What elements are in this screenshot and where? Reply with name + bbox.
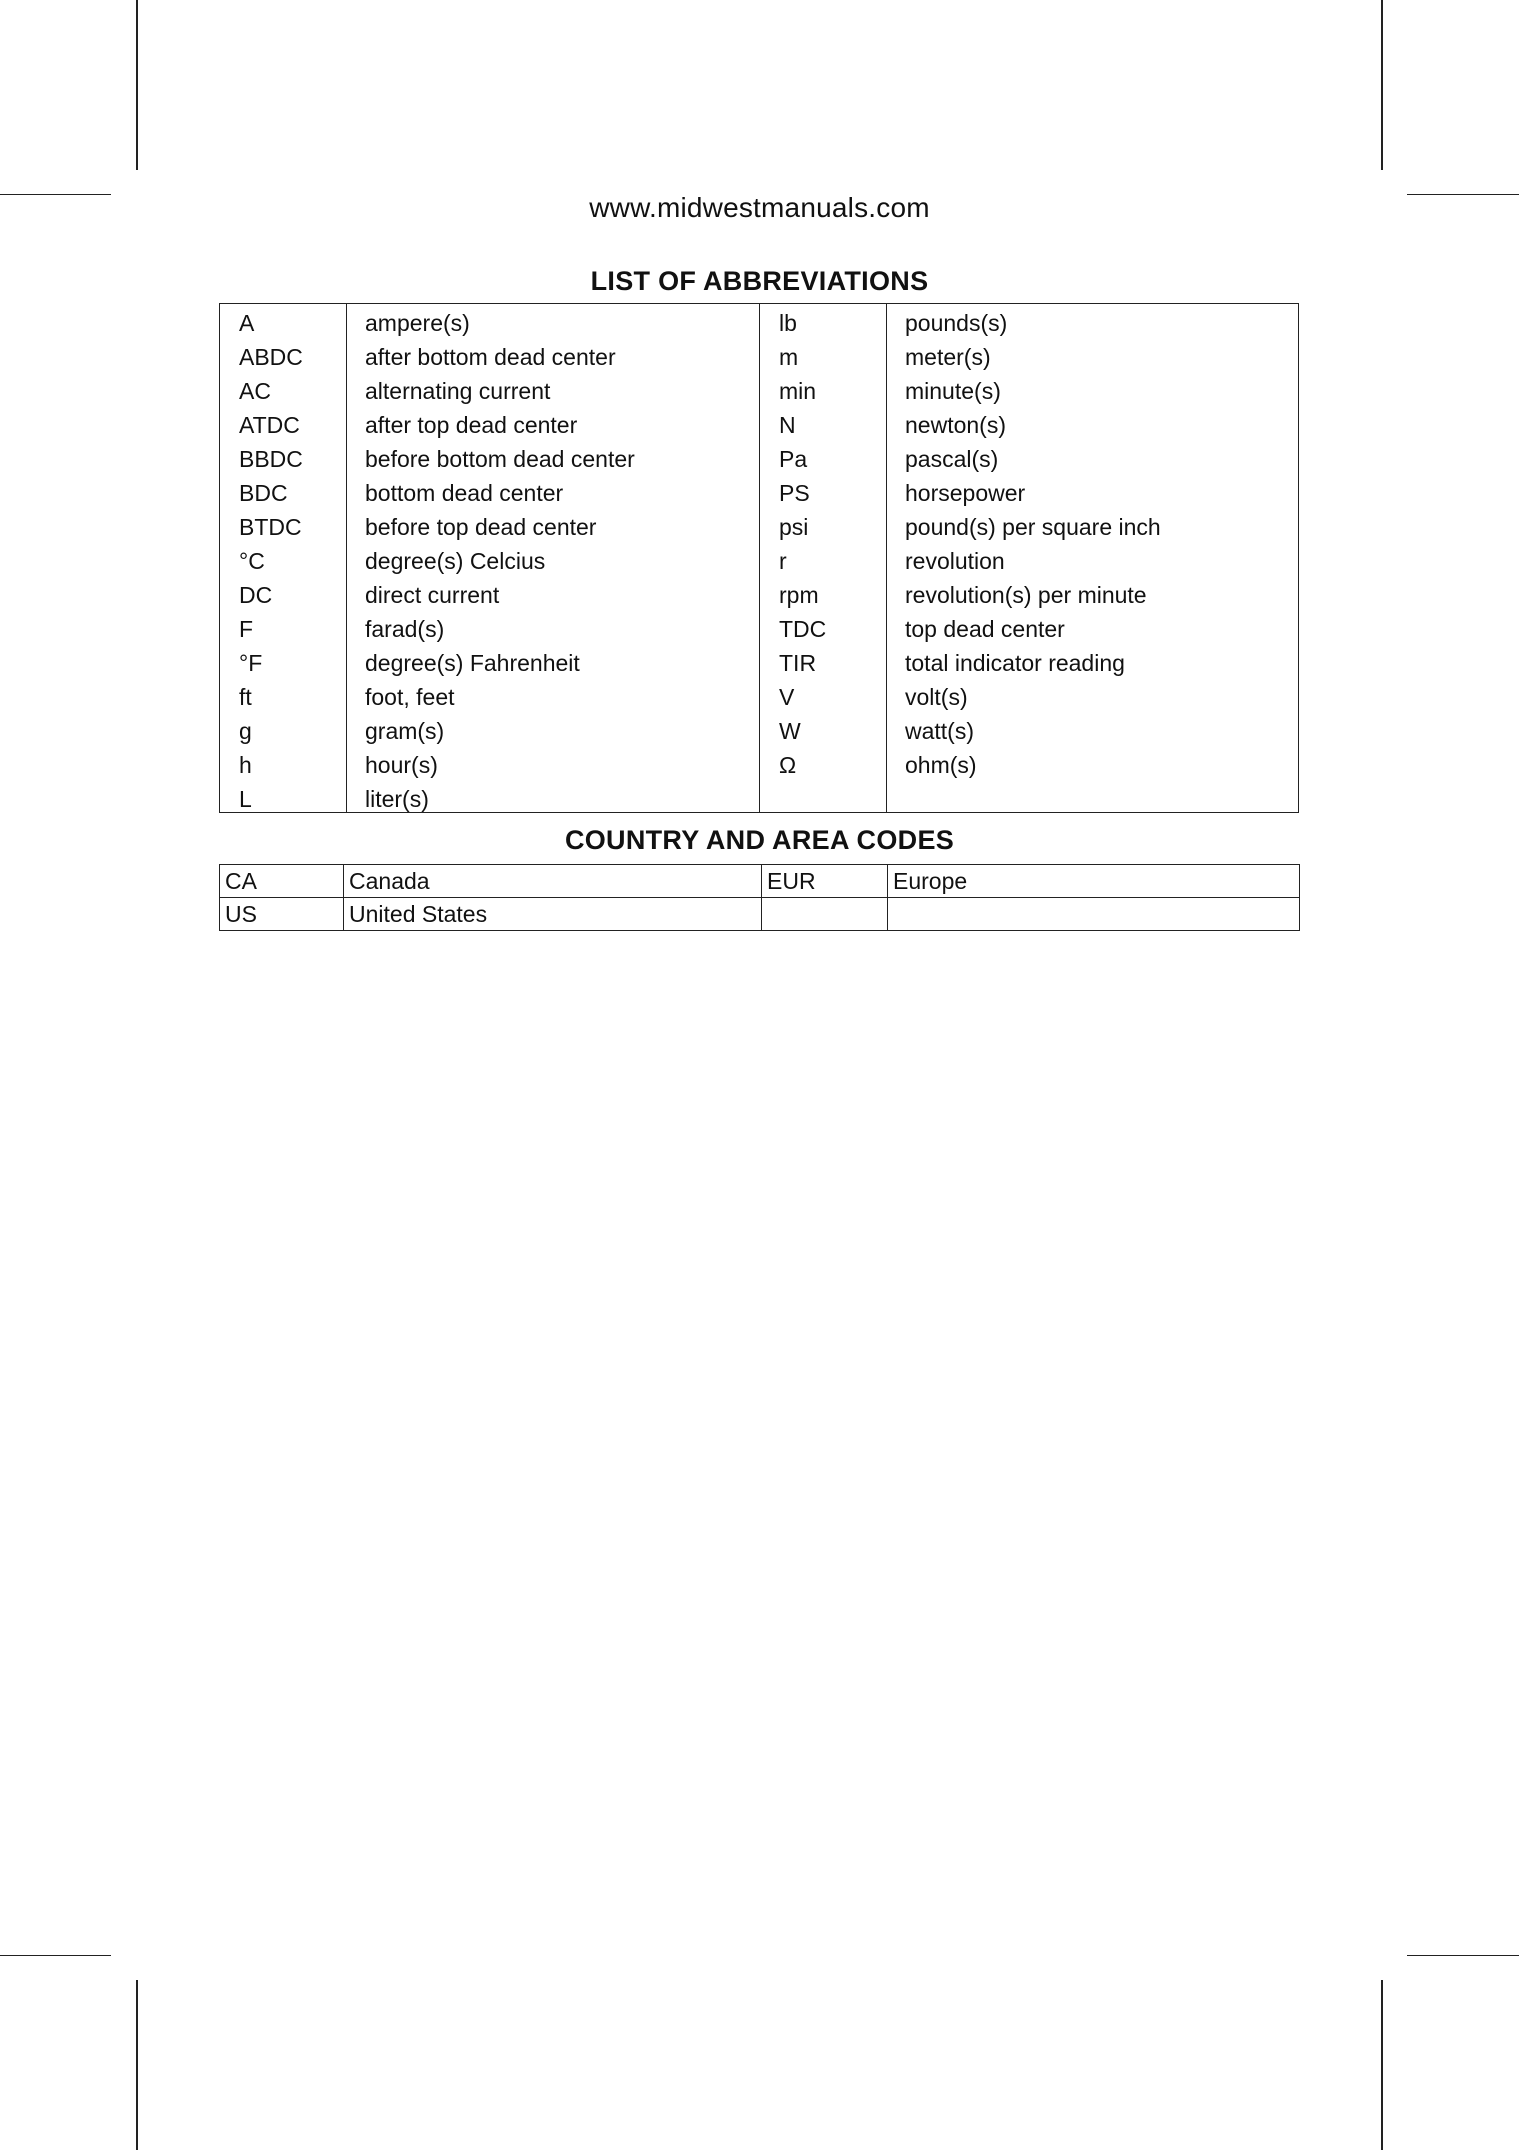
abbreviation-meaning: direct current — [365, 582, 500, 608]
country-code-cell: CA — [220, 865, 344, 898]
abbreviation-meaning-column — [887, 304, 1298, 812]
abbreviation-meaning: degree(s) Celcius — [365, 548, 546, 574]
country-name-cell: United States — [344, 898, 762, 931]
abbreviation-code: Ω — [779, 752, 797, 778]
abbreviation-meaning: farad(s) — [365, 616, 445, 642]
site-url: www.midwestmanuals.com — [589, 192, 930, 223]
abbreviation-meaning: revolution — [905, 548, 1005, 574]
abbreviation-code: °C — [239, 548, 265, 574]
abbreviation-meaning: top dead center — [905, 616, 1065, 642]
abbreviation-code: ft — [239, 684, 252, 710]
abbreviations-title: LIST OF ABBREVIATIONS — [590, 266, 929, 296]
abbreviation-meaning: after top dead center — [365, 412, 578, 438]
country-name-cell: Canada — [344, 865, 762, 898]
abbreviation-code: PS — [779, 480, 810, 506]
abbreviation-code: A — [239, 310, 255, 336]
abbreviation-code: r — [779, 548, 787, 574]
abbreviation-meaning: ampere(s) — [365, 310, 470, 336]
abbreviation-meaning: ohm(s) — [905, 752, 977, 778]
abbreviation-code: TIR — [779, 650, 817, 676]
abbreviations-left-half — [220, 304, 759, 812]
abbreviation-code: Pa — [779, 446, 808, 472]
table-row — [220, 865, 1300, 898]
abbreviation-meaning: volt(s) — [905, 684, 968, 710]
crop-mark-bottom-right-vertical — [1381, 1980, 1383, 2150]
abbreviation-meaning: hour(s) — [365, 752, 438, 778]
abbreviation-code: rpm — [779, 582, 819, 608]
abbreviation-code: AC — [239, 378, 271, 404]
abbreviation-code: ATDC — [239, 412, 300, 438]
crop-mark-bottom-left-vertical — [136, 1980, 138, 2150]
abbreviation-meaning: bottom dead center — [365, 480, 564, 506]
crop-mark-top-left-vertical — [136, 0, 138, 170]
abbreviation-code: V — [779, 684, 795, 710]
abbreviation-code: °F — [239, 650, 263, 676]
abbreviation-code: g — [239, 718, 252, 744]
abbreviation-meaning-column — [347, 304, 759, 812]
abbreviation-code: BTDC — [239, 514, 302, 540]
abbreviation-code: W — [779, 718, 801, 744]
abbreviation-code: F — [239, 616, 254, 642]
abbreviation-meaning: degree(s) Fahrenheit — [365, 650, 580, 676]
abbreviations-right-half — [759, 304, 1298, 812]
abbreviation-code: L — [239, 786, 252, 812]
country-codes-table — [219, 864, 1300, 931]
abbreviation-meaning: foot, feet — [365, 684, 455, 710]
abbreviation-meaning: pound(s) per square inch — [905, 514, 1161, 540]
abbreviation-code: psi — [779, 514, 809, 540]
abbreviation-meaning: watt(s) — [905, 718, 974, 744]
abbreviation-meaning: liter(s) — [365, 786, 429, 812]
abbreviation-meaning: gram(s) — [365, 718, 445, 744]
abbreviation-code: BBDC — [239, 446, 303, 472]
abbreviation-code: BDC — [239, 480, 288, 506]
crop-mark-bottom-left-horizontal — [0, 1955, 111, 1956]
abbreviation-code: DC — [239, 582, 273, 608]
country-name-cell: Europe — [888, 865, 1300, 898]
abbreviation-meaning: alternating current — [365, 378, 551, 404]
abbreviation-meaning: total indicator reading — [905, 650, 1125, 676]
abbreviation-meaning: before top dead center — [365, 514, 597, 540]
abbreviation-code: m — [779, 344, 799, 370]
abbreviation-meaning: pascal(s) — [905, 446, 999, 472]
abbreviation-code-column — [760, 304, 887, 812]
table-row — [220, 898, 1300, 931]
country-codes-body — [220, 865, 1300, 931]
abbreviations-table — [219, 303, 1299, 813]
country-code-cell: EUR — [762, 865, 888, 898]
abbreviation-code: N — [779, 412, 796, 438]
country-code-cell — [762, 898, 888, 931]
crop-mark-top-right-vertical — [1381, 0, 1383, 170]
abbreviation-code: ABDC — [239, 344, 303, 370]
abbreviation-meaning: meter(s) — [905, 344, 991, 370]
abbreviation-meaning: after bottom dead center — [365, 344, 616, 370]
abbreviation-meaning: revolution(s) per minute — [905, 582, 1147, 608]
abbreviation-code: lb — [779, 310, 797, 336]
abbreviation-code: TDC — [779, 616, 827, 642]
crop-mark-bottom-right-horizontal — [1407, 1955, 1519, 1956]
abbreviation-meaning: minute(s) — [905, 378, 1001, 404]
abbreviation-code: min — [779, 378, 817, 404]
abbreviation-meaning: horsepower — [905, 480, 1026, 506]
abbreviation-meaning: pounds(s) — [905, 310, 1008, 336]
country-codes-title: COUNTRY AND AREA CODES — [564, 825, 955, 855]
abbreviation-meaning: before bottom dead center — [365, 446, 635, 472]
abbreviation-code-column — [220, 304, 347, 812]
country-name-cell — [888, 898, 1300, 931]
abbreviation-meaning: newton(s) — [905, 412, 1006, 438]
abbreviation-code: h — [239, 752, 252, 778]
country-code-cell: US — [220, 898, 344, 931]
